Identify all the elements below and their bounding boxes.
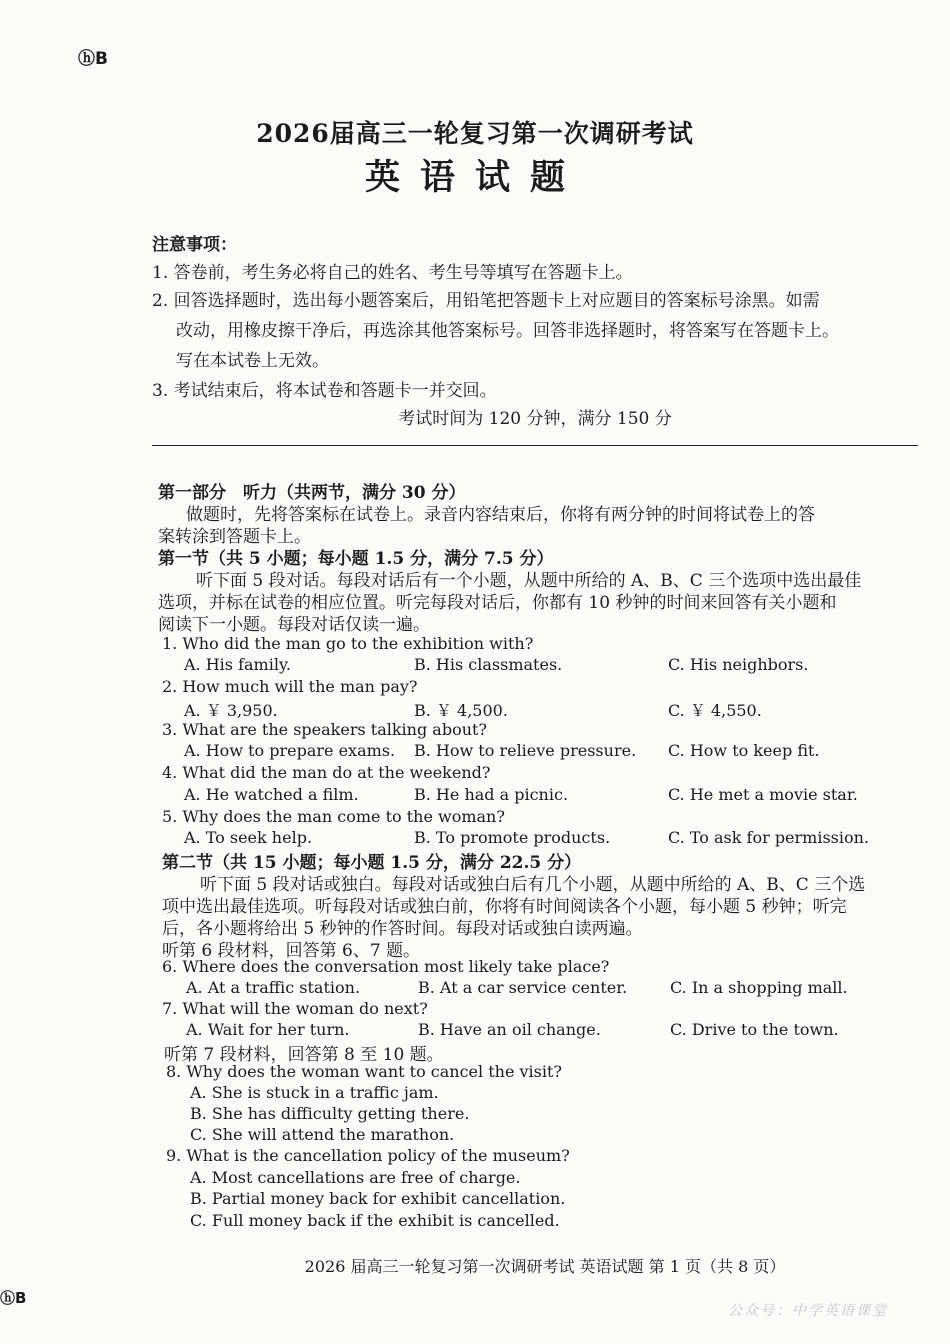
option-c: C. To ask for permission. [668, 828, 870, 847]
part1-intro: 做题时，先将答案标在试卷上。录音内容结束后，你将有两分钟的时间将试卷上的答 [186, 505, 815, 525]
section2-heading: 第二节（共 15 小题；每小题 1.5 分，满分 22.5 分） [162, 853, 582, 873]
option-c: C. He met a movie star. [668, 785, 858, 804]
question: 4. What did the man do at the weekend? [162, 763, 491, 782]
notice-line: 写在本试卷上无效。 [176, 351, 329, 371]
option-a: A. He watched a film. [184, 785, 359, 804]
section1-heading: 第一节（共 5 小题；每小题 1.5 分，满分 7.5 分） [158, 549, 554, 569]
option-c: C. Drive to the town. [670, 1020, 839, 1039]
option-b: B. How to relieve pressure. [414, 741, 637, 760]
section1-intro: 选项，并标在试卷的相应位置。听完每段对话后，你都有 10 秒钟的时间来回答有关小题和 [158, 593, 837, 613]
question: 2. How much will the man pay? [162, 677, 418, 696]
option-b: B. He had a picnic. [414, 785, 569, 804]
option-b: B. At a car service center. [418, 978, 628, 997]
section2-intro: 后，各小题将给出 5 秒钟的作答时间。每段对话或独白读两遍。 [162, 919, 643, 939]
option-a: A. ￥ 3,950. [184, 701, 278, 720]
option-b: B. Have an oil change. [418, 1020, 601, 1039]
divider [152, 445, 918, 446]
option-b: B. Partial money back for exhibit cancellation. [190, 1189, 566, 1208]
question: 7. What will the woman do next? [162, 999, 428, 1018]
option-a: A. Wait for her turn. [186, 1020, 350, 1039]
option-a: A. She is stuck in a traffic jam. [190, 1083, 439, 1102]
question: 5. Why does the man come to the woman? [162, 807, 505, 826]
notice-line: 1. 答卷前，考生务必将自己的姓名、考生号等填写在答题卡上。 [152, 263, 633, 283]
question: 1. Who did the man go to the exhibition with? [162, 634, 534, 653]
exam-title: 2026届高三一轮复习第一次调研考试 [256, 119, 694, 148]
page-footer: 2026 届高三一轮复习第一次调研考试 英语试题 第 1 页（共 8 页） [304, 1257, 786, 1276]
material-instruction: 听第 7 段材料，回答第 8 至 10 题。 [164, 1045, 444, 1065]
option-a: A. Most cancellations are free of charge. [190, 1168, 521, 1187]
option-c: C. His neighbors. [668, 655, 809, 674]
option-c: C. ￥ 4,550. [668, 701, 762, 720]
option-a: A. At a traffic station. [186, 978, 361, 997]
notice-heading: 注意事项： [152, 235, 237, 255]
section2-intro: 听下面 5 段对话或独白。每段对话或独白后有几个小题，从题中所给的 A、B、C 三个选 [200, 875, 866, 895]
section2-intro: 项中选出最佳选项。听每段对话或独白前，你将有时间阅读各个小题，每小题 5 秒钟；听完 [162, 897, 847, 917]
notice-line: 3. 考试结束后，将本试卷和答题卡一并交回。 [152, 381, 497, 401]
option-c: C. She will attend the marathon. [190, 1125, 455, 1144]
corner-mark: ⓗB [78, 49, 108, 69]
subject-title: 英语试题 [364, 157, 585, 198]
option-c: C. In a shopping mall. [670, 978, 848, 997]
option-b: B. To promote products. [414, 828, 611, 847]
material-instruction: 听第 6 段材料，回答第 6、7 题。 [162, 941, 421, 961]
option-c: C. Full money back if the exhibit is cancelled. [190, 1211, 560, 1230]
watermark: 公众号：中学英语课堂 [728, 1303, 888, 1319]
corner-mark-bottom: ⓗB [0, 1289, 27, 1307]
option-a: A. How to prepare exams. [184, 741, 396, 760]
notice-line: 改动，用橡皮擦干净后，再选涂其他答案标号。回答非选择题时，将答案写在答题卡上。 [176, 321, 839, 341]
question: 6. Where does the conversation most likely take place? [162, 957, 610, 976]
section1-intro: 阅读下一小题。每段对话仅读一遍。 [158, 615, 430, 635]
question: 9. What is the cancellation policy of the museum? [166, 1146, 570, 1165]
option-c: C. How to keep fit. [668, 741, 820, 760]
notice-line: 2. 回答选择题时，选出每小题答案后，用铅笔把答题卡上对应题目的答案标号涂黑。如需 [152, 291, 820, 311]
option-a: A. His family. [184, 655, 291, 674]
section1-intro: 听下面 5 段对话。每段对话后有一个小题，从题中所给的 A、B、C 三个选项中选出最佳 [196, 571, 862, 591]
option-b: B. His classmates. [414, 655, 563, 674]
question: 8. Why does the woman want to cancel the visit? [166, 1062, 563, 1081]
question: 3. What are the speakers talking about? [162, 720, 488, 739]
part1-intro: 案转涂到答题卡上。 [158, 527, 311, 547]
option-b: B. ￥ 4,500. [414, 701, 508, 720]
option-a: A. To seek help. [184, 828, 313, 847]
part1-heading: 第一部分 听力（共两节，满分 30 分） [158, 483, 466, 503]
exam-time: 考试时间为 120 分钟，满分 150 分 [398, 409, 672, 429]
option-b: B. She has difficulty getting there. [190, 1104, 470, 1123]
